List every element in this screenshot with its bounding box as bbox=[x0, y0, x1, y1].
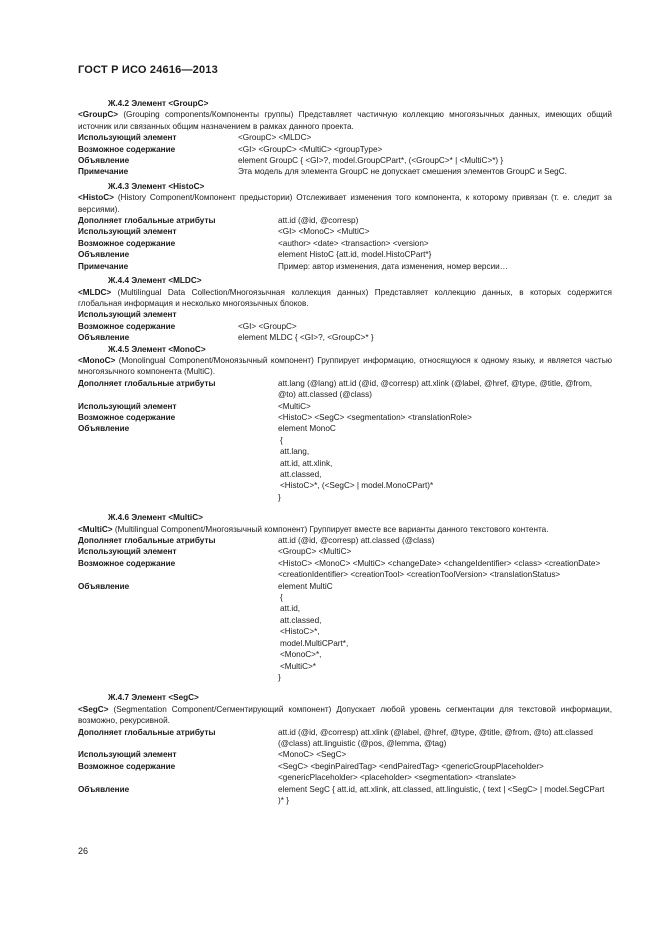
section-intro bbox=[78, 192, 612, 215]
field-label: Возможное содержание bbox=[78, 238, 176, 248]
field-row bbox=[78, 261, 612, 272]
field-value: Эта модель для элемента GroupC не допускает смешения элементов GroupC и SegC. bbox=[238, 167, 567, 177]
section-title: Ж.4.6 Элемент <MultiC> bbox=[108, 513, 203, 523]
declaration-line: { bbox=[280, 593, 283, 603]
declaration-line: att.classed, bbox=[280, 615, 322, 625]
field-label: Объявление bbox=[78, 333, 130, 343]
declaration-line: element MultiC bbox=[278, 581, 333, 591]
declaration-line: <HistoC>*, bbox=[280, 627, 320, 637]
field-row bbox=[78, 238, 612, 249]
field-value: element MLDC { <GI>?, <GroupC>* } bbox=[238, 333, 374, 343]
field-row bbox=[78, 546, 612, 557]
field-label: Дополняет глобальные атрибуты bbox=[78, 536, 216, 546]
field-row bbox=[78, 749, 612, 760]
field-label: Возможное содержание bbox=[78, 412, 176, 422]
declaration-line: att.id, bbox=[280, 604, 301, 614]
field-row bbox=[78, 401, 612, 412]
field-value: element SegC { att.id, att.xlink, att.classed, att.linguistic, ( text | <SegC> | model.SegCPart )* } bbox=[278, 784, 605, 805]
field-label: Возможное содержание bbox=[78, 558, 176, 568]
field-value: att.id (@id, @corresp) att.classed (@class) bbox=[278, 536, 435, 546]
declaration-line: { bbox=[280, 435, 283, 445]
declaration-block bbox=[278, 581, 612, 684]
field-row bbox=[78, 535, 612, 546]
field-value: att.lang (@lang) att.id (@id, @corresp) att.xlink (@label, @href, @type, @title, @from, @to) att.classed (@class) bbox=[278, 378, 593, 400]
field-label: Использующий элемент bbox=[78, 547, 177, 557]
field-value: <GI> <GroupC> bbox=[238, 321, 297, 331]
field-label: Использующий элемент bbox=[78, 133, 177, 143]
section-monoc bbox=[78, 344, 612, 504]
declaration-line: att.lang, bbox=[280, 447, 310, 457]
field-label: Использующий элемент bbox=[78, 310, 177, 320]
field-row bbox=[78, 332, 612, 343]
field-row bbox=[78, 378, 612, 401]
field-value: <MultiC> bbox=[278, 401, 311, 411]
field-row bbox=[78, 144, 612, 155]
declaration-line: } bbox=[278, 672, 281, 682]
section-intro bbox=[78, 355, 612, 378]
element-tag: <GroupC> bbox=[78, 110, 119, 120]
field-value: element HistoC {att.id, model.HistoCPart*} bbox=[278, 250, 432, 260]
intro-text: (Multilingual Data Collection/Многоязычная коллекция данных) Представляет коллекцию данных, в которых содержится глобальная информация и несколько многоязычных блоков. bbox=[78, 287, 612, 308]
section-segc bbox=[78, 692, 612, 806]
document-header: ГОСТ Р ИСО 24616—2013 bbox=[78, 64, 218, 76]
field-row bbox=[78, 155, 612, 166]
declaration-line: att.id, att.xlink, bbox=[280, 458, 333, 468]
section-title: Ж.4.4 Элемент <MLDC> bbox=[108, 276, 202, 286]
field-label: Использующий элемент bbox=[78, 750, 177, 760]
element-tag: <MonoC> bbox=[78, 355, 116, 365]
field-value: element GroupC { <GI>?, model.GroupCPart*, (<GroupC>* | <MultiC>*) } bbox=[238, 156, 504, 166]
section-title: Ж.4.5 Элемент <MonoC> bbox=[108, 344, 206, 354]
section-intro bbox=[78, 524, 612, 535]
field-label: Объявление bbox=[78, 784, 130, 794]
field-row bbox=[78, 166, 612, 177]
field-label: Примечание bbox=[78, 167, 129, 177]
section-mldc bbox=[78, 275, 612, 343]
element-tag: <MultiC> bbox=[78, 524, 113, 534]
field-value: <GroupC> <MultiC> bbox=[278, 547, 352, 557]
field-row bbox=[78, 321, 612, 332]
field-value: <GI> <GroupC> <MultiC> <groupType> bbox=[238, 144, 383, 154]
field-label: Объявление bbox=[78, 250, 130, 260]
field-label: Объявление bbox=[78, 424, 130, 434]
field-value: <HistoC> <MonoC> <MultiC> <changeDate> <changeIdentifier> <class> <creationDate> <creationIdentifier> <creationTool> <creationToolVersion> <translationStatus> bbox=[278, 558, 601, 580]
intro-text: (History Component/Компонент предыстории) Отслеживает изменения того компонента, к которому привязан (т. е. следит за версиями). bbox=[78, 193, 612, 214]
section-title: Ж.4.2 Элемент <GroupC> bbox=[108, 99, 209, 108]
field-label: Дополняет глобальные атрибуты bbox=[78, 216, 216, 226]
field-value: <GI> <MonoC> <MultiC> bbox=[278, 227, 370, 237]
field-row bbox=[78, 761, 612, 784]
field-value: <HistoC> <SegC> <segmentation> <translationRole> bbox=[278, 412, 472, 422]
section-histoc bbox=[78, 181, 612, 272]
field-value: Пример: автор изменения, дата изменения, номер версии… bbox=[278, 261, 508, 271]
field-label: Дополняет глобальные атрибуты bbox=[78, 378, 216, 388]
declaration-block bbox=[278, 423, 612, 503]
field-label: Объявление bbox=[78, 581, 130, 591]
intro-text: (Grouping components/Компоненты группы) Представляет частичную коллекцию многоязычных данных, имеющих общий источник или связанных общим назначением в рамках данного проекта. bbox=[78, 110, 612, 131]
declaration-line: att.classed, bbox=[280, 470, 322, 479]
field-label: Возможное содержание bbox=[78, 761, 176, 771]
element-tag: <MLDC> bbox=[78, 287, 112, 297]
intro-text: (Segmentation Component/Сегментирующий компонент) Допускает любой уровень сегментации для текстовой информации, возможно, рекурсивной. bbox=[78, 704, 612, 726]
field-value: <author> <date> <transaction> <version> bbox=[278, 238, 429, 248]
section-groupc bbox=[78, 98, 612, 178]
declaration-line: } bbox=[278, 492, 281, 502]
intro-text: (Multilingual Component/Многоязычный компонент) Группирует вместе все варианты данного текстового контента. bbox=[112, 524, 549, 534]
declaration-line: <MultiC>* bbox=[280, 661, 316, 671]
field-row bbox=[78, 309, 612, 320]
field-value: att.id (@id, @corresp) bbox=[278, 216, 359, 226]
section-intro bbox=[78, 704, 612, 727]
element-tag: <SegC> bbox=[78, 704, 109, 714]
declaration-line: <HistoC>*, (<SegC> | model.MonoCPart)* bbox=[280, 481, 434, 491]
field-value: <GroupC> <MLDC> bbox=[238, 133, 312, 143]
section-intro bbox=[78, 109, 612, 132]
field-row bbox=[78, 249, 612, 260]
section-title: Ж.4.3 Элемент <HistoC> bbox=[108, 181, 205, 191]
document-body bbox=[78, 95, 612, 806]
element-tag: <HistoC> bbox=[78, 193, 114, 203]
field-row bbox=[78, 226, 612, 237]
field-row bbox=[78, 423, 612, 503]
field-label: Возможное содержание bbox=[78, 321, 176, 331]
field-label: Использующий элемент bbox=[78, 227, 177, 237]
field-label: Дополняет глобальные атрибуты bbox=[78, 727, 216, 737]
field-row bbox=[78, 215, 612, 226]
declaration-line: <MonoC>*, bbox=[280, 650, 322, 660]
field-label: Возможное содержание bbox=[78, 144, 176, 154]
field-label: Объявление bbox=[78, 156, 130, 166]
field-value bbox=[238, 309, 612, 320]
section-multic bbox=[78, 512, 612, 683]
field-value: att.id (@id, @corresp) att.xlink (@label, @href, @type, @title, @from, @to) att.classed (@class) att.linguistic (@pos, @lemma, @tag) bbox=[278, 727, 593, 748]
field-row bbox=[78, 412, 612, 423]
section-title: Ж.4.7 Элемент <SegC> bbox=[108, 693, 199, 703]
field-row bbox=[78, 132, 612, 143]
declaration-line: element MonoC bbox=[278, 424, 336, 434]
field-row bbox=[78, 558, 612, 581]
intro-text: (Monolingual Component/Моноязычный компонент) Группирует информацию, относящуюся к одному языку, и является частью многоязычного компонента (MultiC). bbox=[78, 355, 612, 377]
field-value: <MonoC> <SegC> bbox=[278, 750, 347, 760]
section-intro bbox=[78, 287, 612, 310]
field-value: <SegC> <beginPairedTag> <endPairedTag> <genericGroupPlaceholder> <genericPlaceholder> <placeholder> <segmentation> <translate> bbox=[278, 761, 544, 783]
field-label: Использующий элемент bbox=[78, 401, 177, 411]
field-row bbox=[78, 727, 612, 750]
field-row bbox=[78, 784, 612, 807]
declaration-line: model.MultiCPart*, bbox=[280, 638, 349, 648]
field-row bbox=[78, 581, 612, 684]
field-label: Примечание bbox=[78, 261, 129, 271]
page-number: 26 bbox=[78, 846, 89, 856]
